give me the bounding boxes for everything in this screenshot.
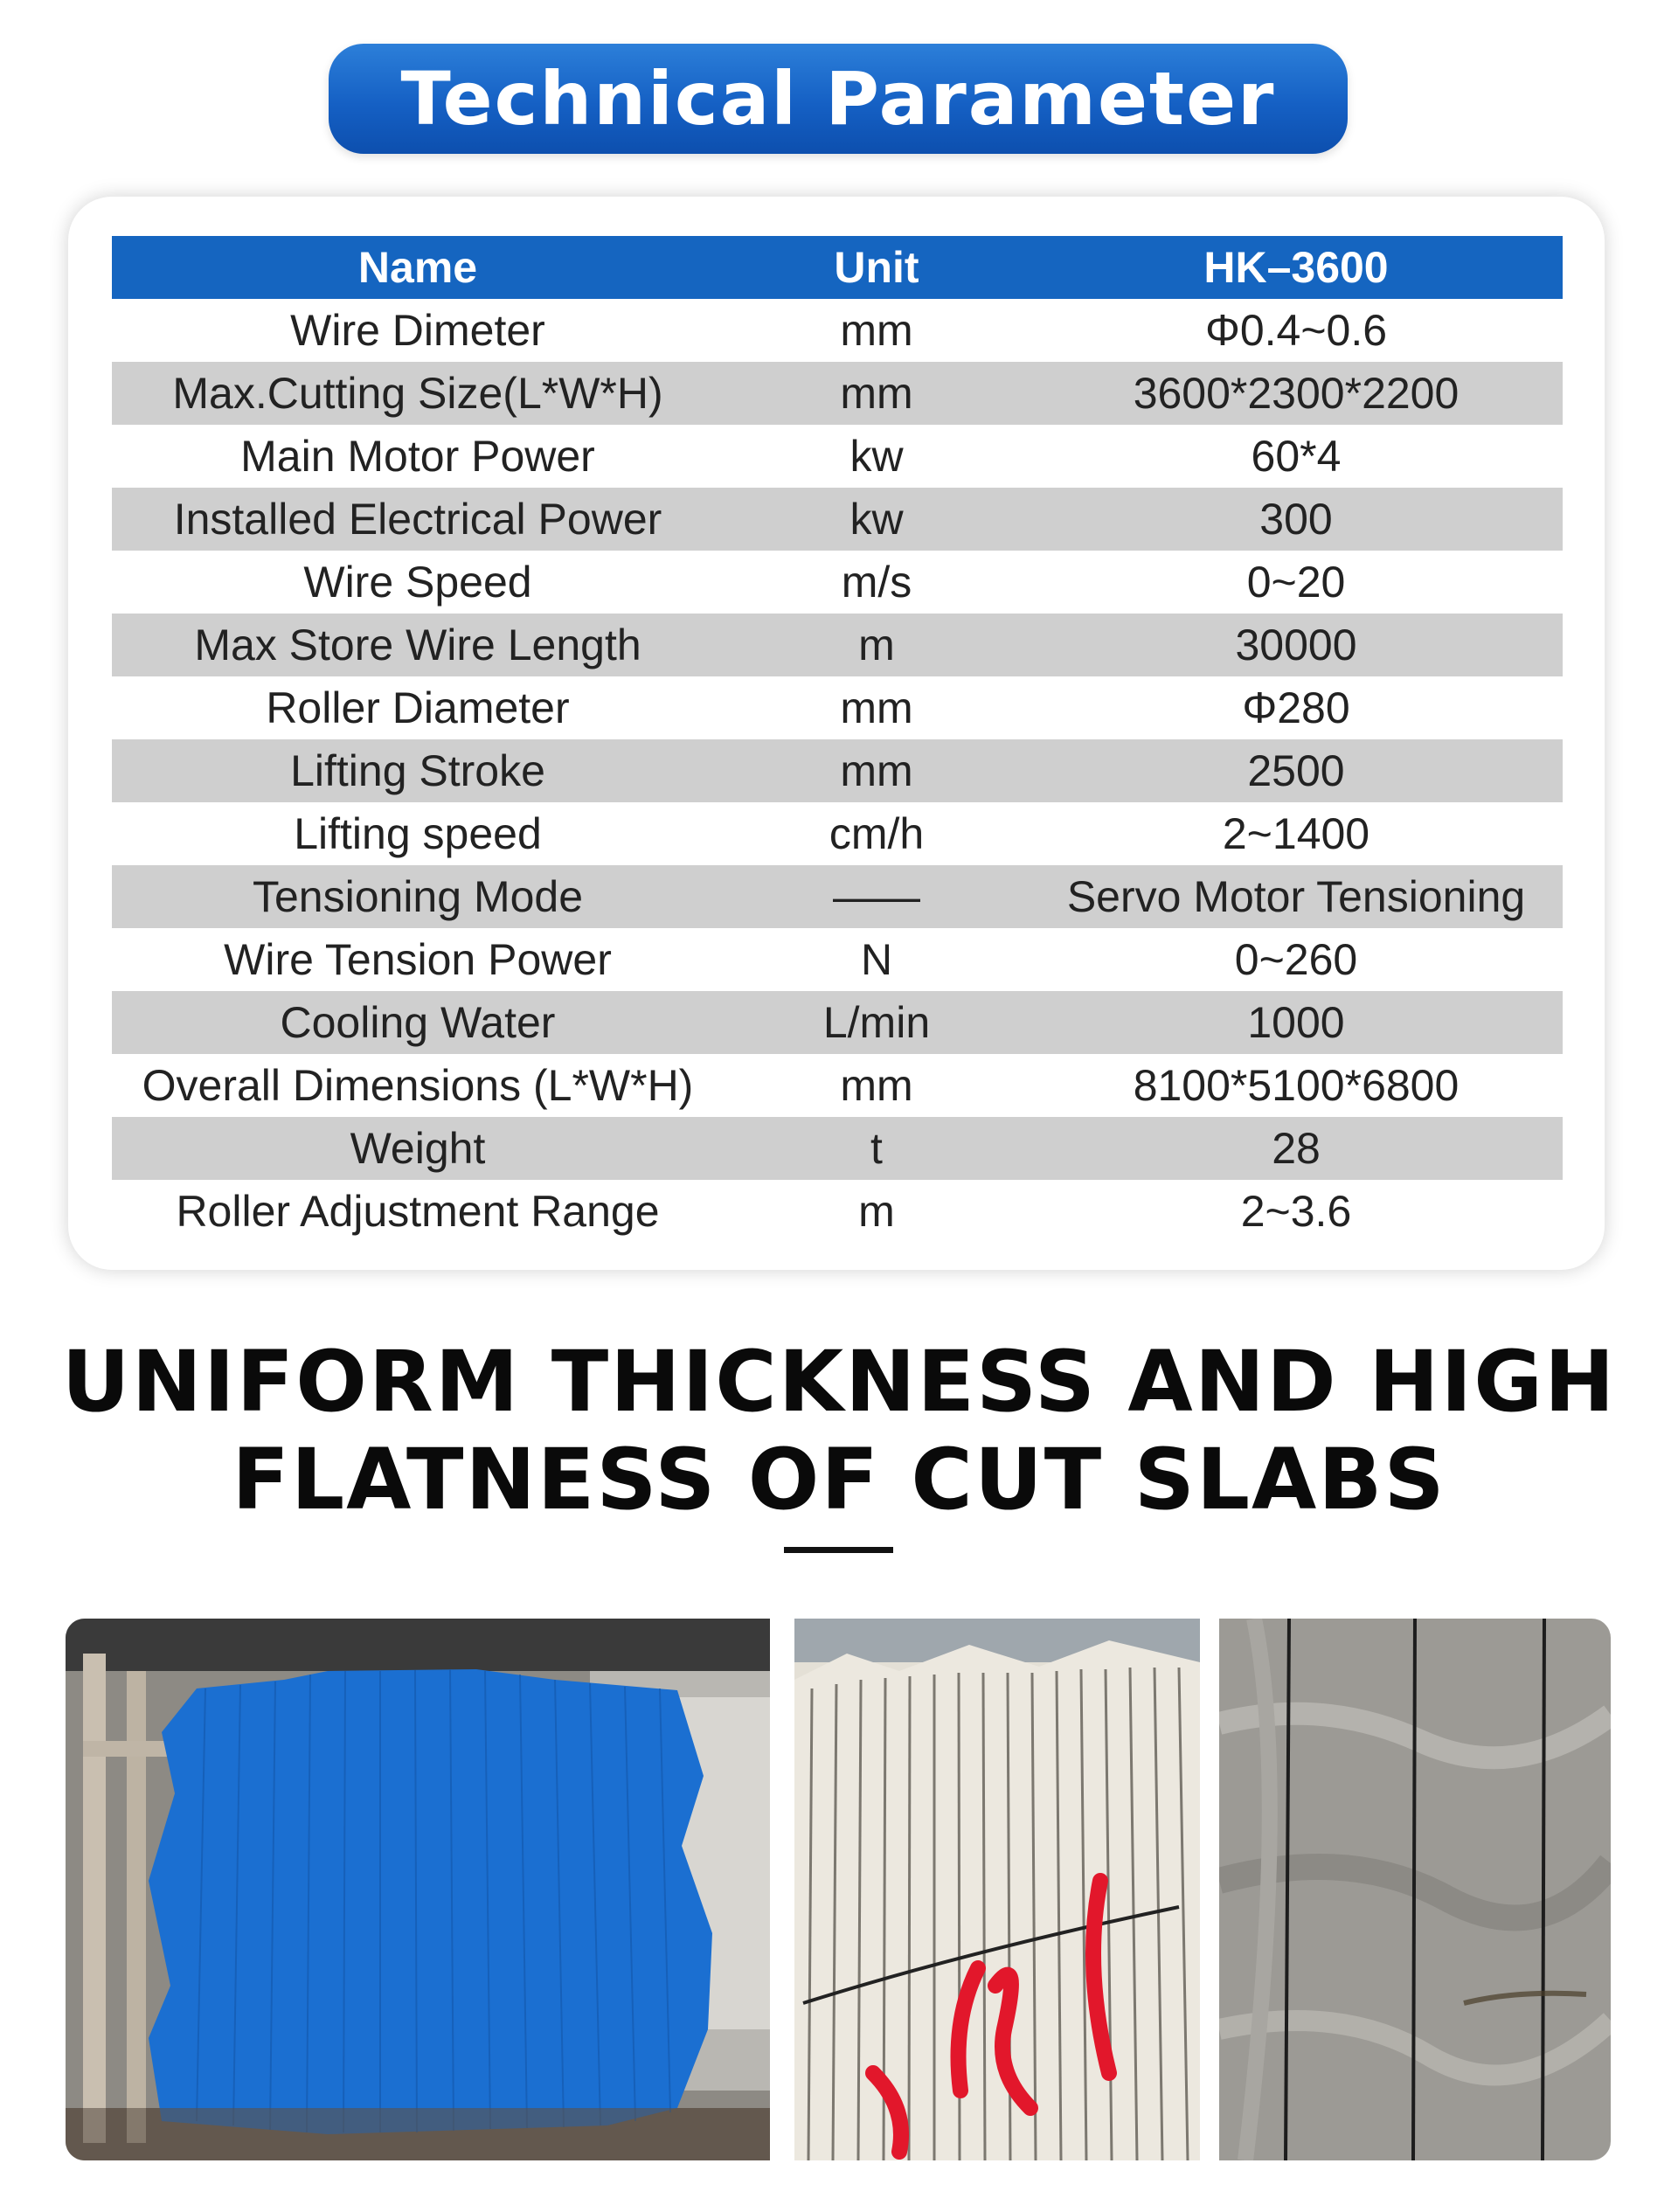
param-name: Wire Tension Power (224, 935, 612, 984)
param-name: Roller Diameter (266, 683, 570, 732)
param-unit: mm (724, 739, 1030, 802)
param-name: Weight (112, 1117, 724, 1180)
param-name: Wire Speed (303, 558, 532, 607)
table-row (112, 551, 1563, 614)
spec-table (112, 236, 1563, 1243)
banner-title: Technical Parameter (400, 56, 1276, 142)
param-unit: N (860, 935, 893, 984)
param-value: Servo Motor Tensioning (1030, 865, 1563, 928)
table-row (112, 362, 1563, 425)
param-value: 2~3.6 (1240, 1187, 1352, 1236)
param-unit: mm (840, 683, 913, 732)
param-value: Φ280 (1242, 683, 1350, 732)
header-name: Name (112, 236, 724, 299)
param-name: Roller Adjustment Range (176, 1187, 660, 1236)
param-unit: mm (840, 306, 913, 355)
feature-headline (0, 1333, 1678, 1529)
param-value: 2500 (1030, 739, 1563, 802)
param-unit: kw (849, 432, 904, 481)
param-unit: cm/h (829, 809, 925, 858)
param-value: 30000 (1030, 614, 1563, 676)
param-value: 300 (1030, 488, 1563, 551)
param-value: 3600*2300*2200 (1030, 362, 1563, 425)
param-name: Cooling Water (112, 991, 724, 1054)
param-unit: mm (840, 1061, 913, 1110)
param-value: 28 (1030, 1117, 1563, 1180)
white-slabs-photo (794, 1619, 1200, 2160)
table-header-row (112, 236, 1563, 299)
table-row (112, 488, 1563, 551)
section-title-banner (329, 44, 1348, 154)
headline-line-1: UNIFORM THICKNESS AND HIGH (61, 1333, 1617, 1431)
param-name: Overall Dimensions (L*W*H) (142, 1061, 694, 1110)
param-value: 0~260 (1234, 935, 1358, 984)
param-name: Max Store Wire Length (112, 614, 724, 676)
param-name: Main Motor Power (240, 432, 595, 481)
param-value: Φ0.4~0.6 (1204, 306, 1388, 355)
param-name: Installed Electrical Power (112, 488, 724, 551)
param-name: Wire Dimeter (290, 306, 545, 355)
blue-stone-block-photo (66, 1619, 770, 2160)
param-name: Max.Cutting Size(L*W*H) (112, 362, 724, 425)
param-unit: m/s (841, 558, 912, 607)
param-unit: kw (724, 488, 1030, 551)
table-row (112, 1180, 1563, 1243)
param-value: 0~20 (1246, 558, 1346, 607)
table-row (112, 991, 1563, 1054)
table-row (112, 739, 1563, 802)
param-unit: m (724, 614, 1030, 676)
param-value: 2~1400 (1222, 809, 1370, 858)
param-name: Lifting speed (294, 809, 542, 858)
table-row (112, 928, 1563, 991)
param-value: 60*4 (1251, 432, 1342, 481)
table-row (112, 425, 1563, 488)
table-row (112, 865, 1563, 928)
param-unit: t (724, 1117, 1030, 1180)
table-row (112, 676, 1563, 739)
param-name: Lifting Stroke (112, 739, 724, 802)
headline-underline (784, 1547, 893, 1553)
param-unit: mm (724, 362, 1030, 425)
table-row (112, 299, 1563, 362)
header-model: HK–3600 (1030, 236, 1563, 299)
headline-line-2: FLATNESS OF CUT SLABS (232, 1431, 1446, 1529)
grey-marble-cut-photo (1219, 1619, 1611, 2160)
header-unit: Unit (724, 236, 1030, 299)
table-row (112, 614, 1563, 676)
param-unit: —— (724, 865, 1030, 928)
table-row (112, 1054, 1563, 1117)
param-value: 8100*5100*6800 (1133, 1061, 1460, 1110)
param-name: Tensioning Mode (112, 865, 724, 928)
table-row (112, 1117, 1563, 1180)
param-unit: m (858, 1187, 895, 1236)
table-row (112, 802, 1563, 865)
param-value: 1000 (1030, 991, 1563, 1054)
param-unit: L/min (724, 991, 1030, 1054)
